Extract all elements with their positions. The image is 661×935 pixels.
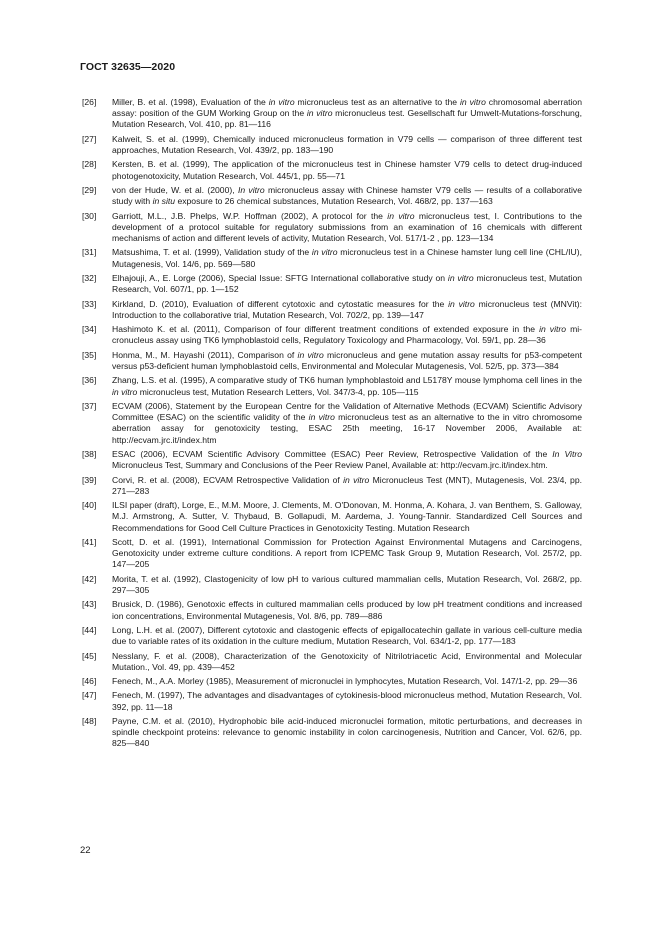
reference-number: [48] (82, 716, 97, 727)
reference-number: [43] (82, 599, 97, 610)
reference-number: [39] (82, 474, 97, 485)
reference-text (112, 651, 582, 673)
reference-text (112, 537, 582, 571)
reference-text (112, 324, 582, 346)
reference-text-run: Matsushima, T. et al. (1999), Validation study of the (112, 247, 312, 258)
reference-text (112, 475, 582, 497)
reference-text-run: micronucleus and gene mutation assay results for p53-competent versus p53-deficient human lymphoblastoid cells, Environmental and Molecular Mutagenesis, Vol. 52/5, pp. 373—384 (112, 349, 582, 371)
page-header: ГОСТ 32635—2020 (80, 61, 176, 73)
reference-text-run: micronucleus test. Gesellschaft fur Umwelt-Mutations-forschung, Mutation Research, Vol. 410, pp. 81—116 (112, 108, 582, 130)
reference-text-run: Fenech, M. (1997), The advantages and disadvantages of cytokinesis-blood micronucleus method, Mutation Research, Vol. 392, pp. 11—18 (112, 690, 582, 712)
reference-italic-run: in vitro (306, 108, 333, 119)
reference-text (112, 500, 582, 534)
reference-text (112, 273, 582, 295)
reference-text-run: Micronucleus Test, Summary and Conclusions of the Peer Review Panel, Available at: http://ecvam.jrc.it/index.htm. (112, 460, 548, 471)
reference-text (112, 97, 582, 131)
reference-italic-run: In vitro (237, 184, 265, 195)
reference-item (82, 401, 582, 446)
reference-item (82, 475, 582, 497)
reference-text (112, 401, 582, 446)
reference-number: [41] (82, 536, 97, 547)
reference-item (82, 651, 582, 673)
reference-text (112, 599, 582, 621)
reference-text-run: ESAC (2006), ECVAM Scientific Advisory Committee (ESAC) Peer Review, Retrospective Validation of the (112, 448, 553, 459)
reference-number: [33] (82, 298, 97, 309)
reference-number: [26] (82, 97, 97, 107)
reference-number: [42] (82, 573, 97, 584)
reference-text-run: micronucleus test, I. Contributions to the development of a protocol suitable for regulatory submissions from an examination of 16 chemicals with different mechanisms of action and different levels of activity, Mutation Research, Vol. 517/1-2 , pp. 123—134 (112, 210, 583, 243)
reference-italic-run: in situ (152, 196, 176, 207)
reference-number: [34] (82, 324, 97, 335)
reference-text (112, 211, 582, 245)
reference-text-run: micronucleus test, Mutation Research Letters, Vol. 347/3-4, pp. 105—115 (137, 386, 419, 397)
reference-item (82, 676, 582, 687)
reference-item (82, 299, 582, 321)
reference-number: [27] (82, 133, 97, 144)
reference-text (112, 625, 582, 647)
reference-italic-run: in vitro (311, 247, 338, 258)
reference-text-run: micronucleus assay with Chinese hamster V79 cells — results of a collaborative study with (112, 184, 583, 207)
reference-text-run: Kersten, B. et al. (1999), The application of the micronucleus test in Chinese hamster V79 cells to detect drug-induced photogenotoxicity, Mutation Research, Vol. 445/1, pp. 55—71 (112, 159, 582, 181)
reference-text-run: Zhang, L.S. et al. (1995), A comparative study of TK6 human lymphoblastoid and L5178Y mouse lymphoma cell lines in the (112, 375, 582, 386)
reference-text-run: von der Hude, W. et al. (2000), (112, 184, 238, 195)
reference-text-run: Kalweit, S. et al. (1999), Chemically induced micronucleus formation in V79 cells — comparison of three different test approaches, Mutation Research, Vol. 439/2, pp. 183—190 (112, 133, 582, 155)
reference-text-run: Miller, B. et al. (1998), Evaluation of the (112, 97, 269, 107)
reference-number: [37] (82, 400, 97, 411)
reference-text (112, 350, 582, 372)
reference-text-run: chromosomal aberration assay: position of the GUM Working Group on the (112, 97, 582, 119)
reference-item (82, 375, 582, 397)
reference-text-run: Garriott, M.L., J.B. Phelps, W.P. Hoffman (2002), A protocol for the (112, 210, 388, 221)
reference-number: [38] (82, 448, 97, 459)
reference-item (82, 97, 582, 131)
reference-item (82, 247, 582, 269)
reference-text-run: micronucleus test, Mutation Research, Vol. 607/1, pp. 1—152 (112, 272, 582, 295)
reference-text-run: micronucleus test in a Chinese hamster lung cell line (CHL/IU), Mutagenesis, Vol. 14/6, pp. 569—580 (112, 247, 583, 269)
reference-italic-run: in vitro (268, 97, 295, 107)
reference-text (112, 185, 582, 207)
reference-italic-run: in vitro (297, 349, 324, 360)
reference-number: [28] (82, 159, 97, 170)
reference-text (112, 159, 582, 181)
reference-item (82, 574, 582, 596)
reference-italic-run: in vitro (112, 386, 138, 397)
reference-italic-run: in vitro (459, 97, 486, 107)
reference-item (82, 690, 582, 712)
reference-italic-run: in vitro (343, 474, 370, 485)
reference-number: [35] (82, 349, 97, 360)
reference-number: [32] (82, 272, 97, 283)
reference-text (112, 134, 582, 156)
reference-number: [31] (82, 247, 97, 258)
reference-text (112, 574, 582, 596)
reference-text-run: ECVAM (2006), Statement by the European Centre for the Validation of Alternative Methods (ECVAM) Scientific Advisory Committee (ESAC) on the scientific validity of the (112, 400, 582, 423)
reference-text-run: micronucleus test as an alternative to the (294, 97, 460, 107)
reference-text (112, 299, 582, 321)
reference-item (82, 350, 582, 372)
reference-text-run: Nesslany, F. et al. (2008), Characterization of the Genotoxicity of Nitrilotriacetic Acid, Environmental and Molecular Mutation., Vol. 49, pp. 439—452 (112, 650, 582, 672)
reference-text-run: ILSI paper (draft), Lorge, E., M.M. Moore, J. Clements, M. O'Donovan, M. Honma, A. Kohara, J. van Benthem, S. Galloway, M.J. Armstrong, A. Sutter, V. Thybaud, B. Gollapudi, M. Aardema, J. Young-Tannir. Standardized Cell Sources and Recommendations for Good Cell Culture Practices in Genotoxicity Testing. Mutation Research (112, 500, 582, 533)
reference-italic-run: in vitro (448, 298, 475, 309)
reference-text-run: Payne, C.M. et al. (2010), Hydrophobic bile acid-induced micronuclei formation, mitotic perturbations, and decreases in spindle checkpoint proteins: relevance to genomic instability in colon carcinogenesis, Nutrition and Cancer, Vol. 62/6, pp. 825—840 (112, 716, 582, 749)
reference-text (112, 716, 582, 750)
reference-text (112, 375, 582, 397)
reference-number: [30] (82, 210, 97, 221)
reference-item (82, 599, 582, 621)
reference-text-run: Hashimoto K. et al. (2011), Comparison of four different treatment conditions of extended exposure in the (112, 324, 540, 335)
reference-text (112, 247, 582, 269)
reference-text-run: Brusick, D. (1986), Genotoxic effects in cultured mammalian cells produced by low pH treatment conditions and increased ion concentrations, Environmental Mutagenesis, Vol. 8/6, pp. 789—886 (112, 599, 582, 621)
reference-number: [40] (82, 500, 97, 511)
reference-italic-run: in vitro (387, 210, 415, 221)
reference-item (82, 449, 582, 471)
reference-text-run: Honma, M., M. Hayashi (2011), Comparison of (112, 349, 298, 360)
reference-text (112, 676, 582, 687)
reference-text-run: Fenech, M., A.A. Morley (1985), Measurement of micronuclei in lymphocytes, Mutation Research, Vol. 147/1-2, pp. 29—36 (112, 676, 578, 687)
reference-number: [44] (82, 624, 97, 635)
reference-number: [36] (82, 375, 97, 386)
reference-item (82, 324, 582, 346)
reference-text (112, 449, 582, 471)
reference-text-run: micronucleus test (MNVit): Introduction to the collaborative trial, Mutation Research, Vol. 702/2, pp. 139—147 (112, 298, 583, 320)
reference-text-run: Elhajouji, A., E. Lorge (2006), Special Issue: SFTG International collaborative study on (112, 272, 448, 283)
reference-text-run: Morita, T. et al. (1992), Clastogenicity of low pH to various cultured mammalian cells, Mutation Research, Vol. 268/2, pp. 297—305 (112, 573, 582, 595)
reference-item (82, 716, 582, 750)
reference-item (82, 134, 582, 156)
reference-italic-run: in vitro (308, 412, 335, 423)
reference-item (82, 185, 582, 207)
reference-italic-run: in vitro (447, 272, 474, 283)
reference-item (82, 211, 582, 245)
reference-text-run: mi-cronucleus assay using TK6 lymphoblastoid cells, Regulatory Toxicology and Pharmacology, Vol. 59/1, pp. 28—36 (112, 324, 582, 346)
reference-item (82, 273, 582, 295)
reference-text-run: Kirkland, D. (2010), Evaluation of different cytotoxic and cytostatic measures for the (112, 298, 449, 309)
reference-italic-run: in vitro (539, 324, 567, 335)
reference-number: [46] (82, 676, 97, 687)
reference-text-run: Micronucleus Test (MNT), Mutagenesis, Vol. 23/4, pp. 271—283 (112, 474, 582, 496)
page-number: 22 (80, 845, 91, 856)
reference-number: [29] (82, 184, 97, 195)
reference-text-run: micronucleus test as an alternative to the in vitro chromosome aberration assay for genotoxicity testing, ESAC 25th meeting, 16-17 November 2006, Available at: http://ecvam.jrc.it/index.htm (112, 412, 582, 445)
reference-item (82, 159, 582, 181)
reference-text-run: Long, L.H. et al. (2007), Different cytotoxic and clastogenic effects of epigallocatechin gallate in various cell-culture media due to variable rates of its oxidation in the culture medium, Mutation Research, Vol. 634/1-2, pp. 177—183 (112, 624, 582, 647)
reference-list (82, 97, 582, 753)
reference-italic-run: In Vitro (552, 448, 582, 459)
reference-item (82, 500, 582, 534)
reference-text-run: Scott, D. et al. (1991), International Commission for Protection Against Environmental Mutagens and Carcinogens, Genotoxicity under extreme culture conditions. A report from ICPEMC Task Group 9, Mutation Research, Vol. 257/2, pp. 147—205 (112, 536, 582, 570)
reference-text-run: exposure to 26 chemical substances, Mutation Research, Vol. 468/2, pp. 137—163 (175, 196, 493, 207)
reference-item (82, 625, 582, 647)
reference-number: [45] (82, 650, 97, 661)
reference-text (112, 690, 582, 712)
reference-item (82, 537, 582, 571)
reference-text-run: Corvi, R. et al. (2008), ECVAM Retrospective Validation of (112, 474, 344, 485)
reference-number: [47] (82, 690, 97, 701)
